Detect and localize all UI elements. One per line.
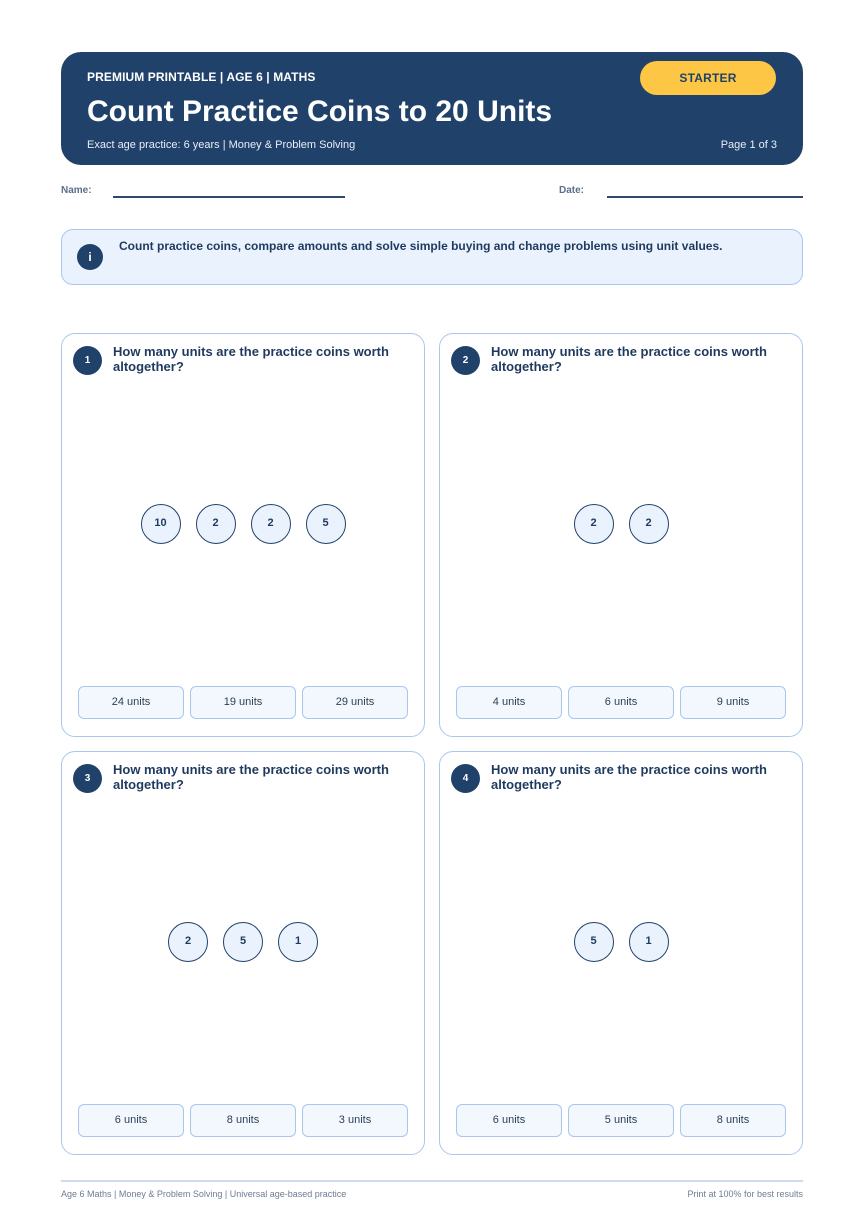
page-number: Page 1 of 3 — [720, 139, 777, 151]
question-card — [439, 751, 803, 1155]
answer-options — [456, 1104, 786, 1137]
question-number: 2 — [451, 346, 480, 375]
question-card — [61, 751, 425, 1155]
answer-option[interactable]: 8 units — [190, 1104, 296, 1137]
coin: 2 — [629, 504, 669, 544]
header-subtitle: Exact age practice: 6 years | Money & Problem Solving — [87, 139, 356, 151]
answer-option[interactable]: 19 units — [190, 686, 296, 719]
coin-row — [440, 504, 802, 544]
footer-right-text: Print at 100% for best results — [687, 1189, 803, 1199]
date-line[interactable] — [607, 196, 803, 198]
coin-row — [440, 922, 802, 962]
coin: 2 — [574, 504, 614, 544]
instructions-text: Count practice coins, compare amounts and solve simple buying and change problems using unit values. — [119, 239, 723, 253]
coin: 5 — [223, 922, 263, 962]
footer-left-text: Age 6 Maths | Money & Problem Solving | Universal age-based practice — [61, 1189, 347, 1199]
coin-row — [62, 922, 424, 962]
coin: 2 — [196, 504, 236, 544]
question-number: 3 — [73, 764, 102, 793]
answer-options — [456, 686, 786, 719]
info-icon: i — [77, 244, 103, 270]
question-text: How many units are the practice coins worth altogether? — [491, 344, 767, 374]
answer-option[interactable]: 29 units — [302, 686, 408, 719]
date-label: Date: — [559, 185, 585, 196]
question-card — [61, 333, 425, 737]
question-text: How many units are the practice coins worth altogether? — [491, 762, 767, 792]
coin: 5 — [574, 922, 614, 962]
coin: 2 — [251, 504, 291, 544]
question-number: 4 — [451, 764, 480, 793]
footer-divider — [61, 1180, 803, 1182]
level-badge: STARTER — [640, 61, 776, 95]
question-text: How many units are the practice coins worth altogether? — [113, 344, 389, 374]
coin: 10 — [141, 504, 181, 544]
answer-option[interactable]: 4 units — [456, 686, 562, 719]
coin: 2 — [168, 922, 208, 962]
question-number: 1 — [73, 346, 102, 375]
answer-option[interactable]: 6 units — [78, 1104, 184, 1137]
header-eyebrow: PREMIUM PRINTABLE | AGE 6 | MATHS — [87, 70, 316, 84]
answer-option[interactable]: 6 units — [568, 686, 674, 719]
instructions-box — [61, 229, 803, 285]
answer-option[interactable]: 8 units — [680, 1104, 786, 1137]
page-title: Count Practice Coins to 20 Units — [87, 95, 553, 128]
answer-option[interactable]: 9 units — [680, 686, 786, 719]
answer-option[interactable]: 6 units — [456, 1104, 562, 1137]
name-line[interactable] — [113, 196, 345, 198]
coin: 1 — [278, 922, 318, 962]
answer-option[interactable]: 3 units — [302, 1104, 408, 1137]
question-card — [439, 333, 803, 737]
answer-options — [78, 1104, 408, 1137]
answer-option[interactable]: 24 units — [78, 686, 184, 719]
name-label: Name: — [61, 185, 92, 196]
answer-options — [78, 686, 408, 719]
coin: 1 — [629, 922, 669, 962]
coin: 5 — [306, 504, 346, 544]
question-text: How many units are the practice coins worth altogether? — [113, 762, 389, 792]
coin-row — [62, 504, 424, 544]
answer-option[interactable]: 5 units — [568, 1104, 674, 1137]
worksheet-header — [61, 52, 803, 165]
